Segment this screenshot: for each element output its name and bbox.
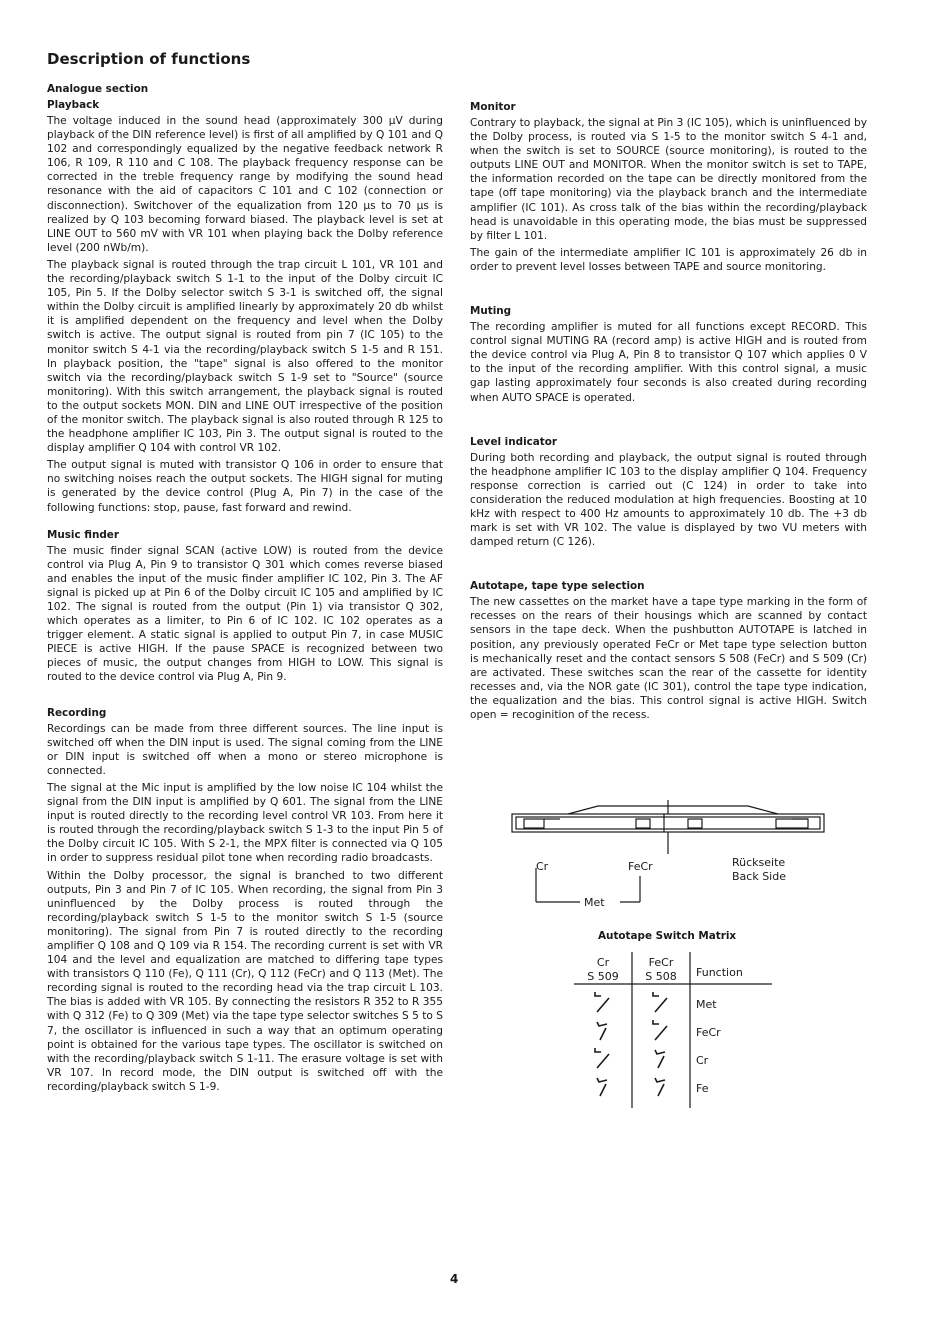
cr-recess (524, 819, 544, 828)
matrix-function-row-3: Cr (696, 1054, 709, 1067)
recording-heading: Recording (47, 706, 107, 719)
page-number: 4 (450, 1272, 459, 1286)
switch-s508-row-4 (655, 1078, 665, 1096)
playback-paragraph-3: The output signal is muted with transistor Q 106 in order to ensure that no switching noises reach the output sockets. The HIGH signal for muting is generated by the device control (Plug A, Pin 7) in the case of the following functions: stop, pause, fast forward and rewind. (47, 459, 443, 514)
cassette-back-side-diagram (508, 798, 838, 908)
diagram-label-back-side: Back Side (732, 870, 786, 883)
switch-s509-row-2 (597, 1022, 607, 1040)
matrix-function-row-2: FeCr (696, 1026, 721, 1039)
recording-paragraph-1: Recordings can be made from three different sources. The line input is switched off when the DIN input is used. The signal coming from the LINE or DIN input is switched off when a mono or stereo microphone is connected. (47, 722, 443, 777)
diagram-label-cr: Cr (536, 860, 549, 873)
level-indicator-heading: Level indicator (470, 435, 558, 448)
right-column (470, 100, 867, 725)
autotape-heading: Autotape, tape type selection (470, 580, 645, 593)
diagram-label-fecr: FeCr (628, 860, 653, 873)
diagram-label-met: Met (584, 896, 605, 908)
cassette-top-ridge (568, 806, 778, 814)
matrix-header-s509: S 509 (587, 970, 619, 983)
level-indicator-paragraph-1: During both recording and playback, the output signal is routed through the headphone amplifier IC 103 to the display amplifier Q 104. Frequency response correction is carried out (C 124) in order to take into consideration the reduced modulation at high frequencies. Boosting at 10 kHz with respect to 400 Hz amounts to approximately 10 db. The +3 db mark is set with VR 102. The value is displayed by two VU meters with damped return (C 126). (470, 451, 867, 549)
left-column (47, 82, 443, 1097)
switch-s508-row-2 (653, 1020, 667, 1040)
matrix-function-row-4: Fe (696, 1082, 709, 1095)
page-title: Description of functions (47, 50, 251, 68)
matrix-header-function: Function (696, 966, 743, 979)
diagram-label-rueckseite: Rückseite (732, 856, 786, 869)
analogue-section-heading: Analogue section (47, 83, 149, 95)
muting-heading: Muting (470, 305, 512, 318)
playback-heading: Playback (47, 99, 100, 111)
playback-paragraph-1: The voltage induced in the sound head (approximately 300 µV during playback of the DIN reference level) is first of all amplified by Q 101 and Q 102 and correspondingly equalized by the negative feedback network R 106, R 109, R 110 and C 108. The playback frequency response can be corrected in the treble frequency range by modifying the sound head resonance with the aid of capacitors C 101 and C 102 (connection or disconnection). Switchover of the equalization from 120 µs to 70 µs is realized by Q 103 becoming forward biased. The playback level is set at LINE OUT to 560 mV with VR 101 when playing back the Dolby reference level (200 nWb/m). (47, 115, 443, 254)
recording-paragraph-2: The signal at the Mic input is amplified by the low noise IC 104 whilst the signal from the DIN input is amplified by Q 601. The signal from the LINE input is routed directly to the recording level control VR 103. From here it is routed through the recording/playback switch S 1-3 to the input Pin 5 of the Dolby circuit IC 105. With S 2-1, the MPX filter is connected via Q 105 in order to suppress residual pilot tone when recording radio broadcasts. (47, 781, 443, 865)
matrix-header-cr: Cr (596, 956, 610, 969)
muting-paragraph-1: The recording amplifier is muted for all functions except RECORD. This control signal MUTING RA (record amp) is active HIGH and is routed from the device control via Plug A, Pin 8 to transistor Q 107 which applies 0 V to the input of the recording amplifier. With this control signal, a music gap lasting approximately four seconds is also created during recording when AUTO SPACE is operated. (470, 321, 867, 404)
monitor-paragraph-2: The gain of the intermediate amplifier IC 101 is approximately 26 db in order to prevent level losses between TAPE and source monitoring. (470, 246, 867, 273)
monitor-heading: Monitor (470, 101, 516, 113)
matrix-header-fecr: FeCr (648, 956, 674, 969)
matrix-function-row-1: Met (696, 998, 717, 1011)
autotape-switch-matrix (572, 952, 772, 1112)
music-finder-heading: Music finder (47, 528, 119, 541)
autotape-paragraph-1: The new cassettes on the market have a tape type marking in the form of recesses on the rears of their housings which are scanned by contact sensors in the tape deck. When the pushbutton AUTOTAPE is latched in position, any previously operated FeCr or Met tape type selection button is mechanically reset and the contact sensors S 508 (FeCr) and S 509 (Cr) are activated. These switches scan the rear of the cassette for identity recesses and, via the NOR gate (IC 301), control the tape type indication, the equalization and the bias. This control signal is active HIGH. Switch open = recoginition of the recess. (470, 596, 867, 721)
music-finder-paragraph-1: The music finder signal SCAN (active LOW) is routed from the device control via Plug A, Pin 9 to transistor Q 301 which comes reverse biased and enables the input of the music finder amplifier IC 102, Pin 3. The AF signal is picked up at Pin 6 of the Dolby circuit IC 105 and amplified by IC 102. The signal is routed from the output (Pin 1) via transistor Q 302, which operates as a limiter, to Pin 6 of IC 102. IC 102 operates as a trigger element. A static signal is applied to output Pin 7, in case MUSIC PIECE is active HIGH. If the pause SPACE is recognized between two pieces of music, the output changes from HIGH to LOW. This signal is routed to the device control via Plug A, Pin 9. (47, 544, 443, 684)
recording-paragraph-3: Within the Dolby processor, the signal is branched to two different outputs, Pin 3 and Pin 7 of IC 105. When recording, the signal from Pin 3 uninfluenced by the Dolby process is routed through the recording/playback switch S 1-5 to the monitor switch S 1-5 (source monitoring). The signal from Pin 7 is routed directly to the recording amplifier Q 108 and Q 109 via R 154. The recording current is set with VR 104 and the level and equalization are matched to differing tape types with transistors Q 110 (Fe), Q 111 (Cr), Q 112 (FeCr) and Q 113 (Met). The recording signal is routed to the recording head via the trap circuit L 103. The bias is added with VR 105. By connecting the resistors R 352 to R 355 with Q 312 (Fe) to Q 309 (Met) via the tape type selector switches S 5 to S 7, the oscillator is influenced in such a way that an optimum operating point is obtained for the various tape types. The oscillator is switched on with the recording/playback switch S 1-11. The erasure voltage is set with VR 107. In record mode, the DIN output is switched off with the recording/playback switch S 1-9. (47, 869, 443, 1093)
switch-s509-row-4 (597, 1078, 607, 1096)
matrix-title: Autotape Switch Matrix (598, 930, 737, 942)
switch-s509-row-1 (595, 992, 609, 1012)
monitor-paragraph-1: Contrary to playback, the signal at Pin 3 (IC 105), which is uninfluenced by the Dolby process, is routed via S 1-5 to the monitor switch S 4-1 and, when the switch is set to SOURCE (source monitoring), is routed to the outputs LINE OUT and MONITOR. When the monitor switch is set to TAPE, the information recorded on the tape can be directly monitored from the tape (off tape monitoring) via the playback branch and the intermediate amplifier (IC 101). As cross talk of the bias within the recording/playback head is unavoidable in this operating mode, the bias must be suppressed by filter L 101. (470, 117, 867, 242)
fecr-recess (636, 819, 650, 828)
matrix-header-s508: S 508 (645, 970, 677, 983)
switch-s508-row-1 (653, 992, 667, 1012)
switch-s509-row-3 (595, 1048, 609, 1068)
met-recess (688, 819, 702, 828)
playback-paragraph-2: The playback signal is routed through the trap circuit L 101, VR 101 and the recording/playback switch S 1-1 to the input of the Dolby circuit IC 105, Pin 5. If the Dolby selector switch S 3-1 is switched off, the signal within the Dolby circuit is amplified linearly by approximately 20 db whilst it is amplified dependent on the frequency and level when the Dolby switch is active. The output signal is routed from pin 7 (IC 105) to the monitor switch S 4-1 via the recording/playback switch S 1-5 and R 151. In playback position, the "tape" signal is also offered to the monitor switch via the recording/playback switch S 1-9 set to "Source" (source monitoring). With this switch arrangement, the playback signal is routed to the output sockets MON. DIN and LINE OUT irrespective of the position of the monitor switch. The playback signal is also routed through R 125 to the headphone amplifier IC 103, Pin 3. The output signal is routed to the display amplifier Q 104 with control VR 102. (47, 258, 443, 455)
switch-s508-row-3 (655, 1050, 665, 1068)
